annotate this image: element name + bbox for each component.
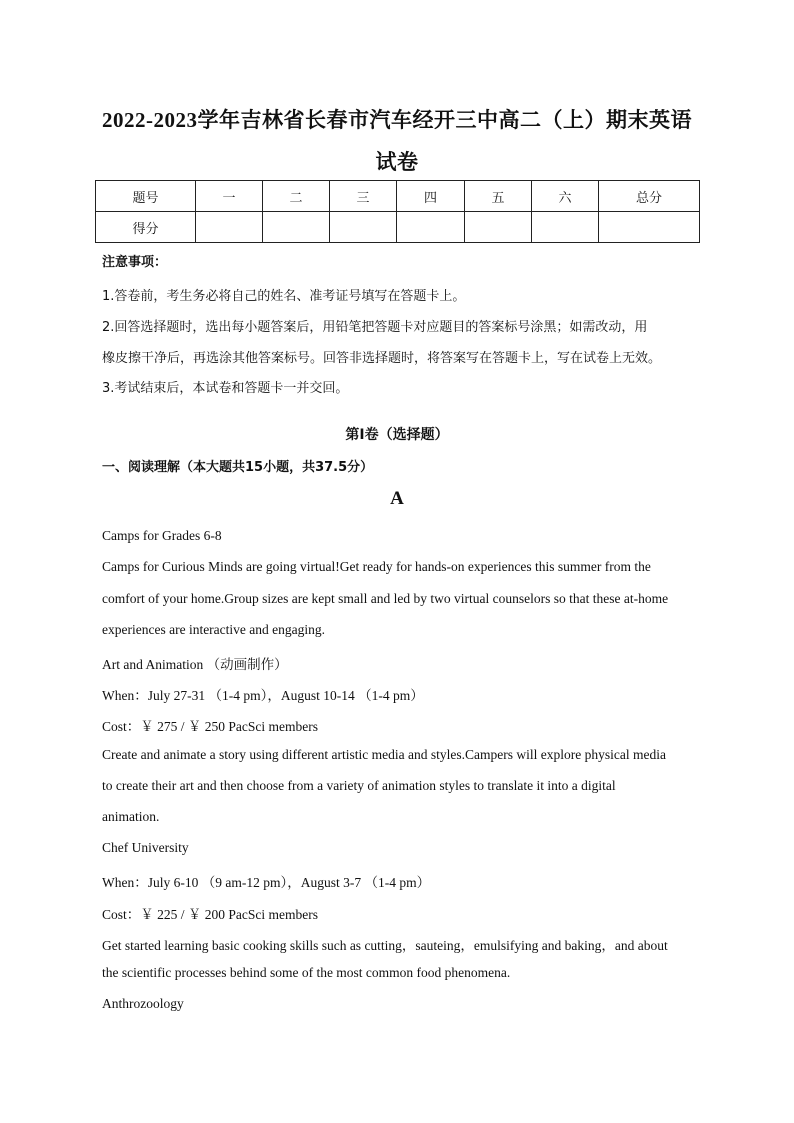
note-item-3: 3.考试结束后，本试卷和答题卡一并交回。 [102,381,349,396]
camp-name: Anthrozoology [102,996,184,1011]
part-title: 一、阅读理解（本大题共15小题，共37.5分） [102,460,374,475]
score-header-cell: 总分 [599,181,700,212]
section-title: 第Ⅰ卷（选择题） [345,427,449,443]
note-item-1: 1.答卷前，考生务必将自己的姓名、准考证号填写在答题卡上。 [102,289,466,304]
camp-when: When：July 27-31 （1-4 pm），August 10-14 （1-4 pm） [102,688,424,703]
passage-line: experiences are interactive and engaging. [102,622,326,637]
score-cell [263,212,330,243]
score-cell [196,212,263,243]
score-cell [397,212,465,243]
camp-name: Chef University [102,840,189,855]
score-cell [532,212,599,243]
score-header-cell: 二 [263,181,330,212]
passage-line: comfort of your home.Group sizes are kept small and led by two virtual counselors so that these at-home [102,591,669,606]
note-item-2-cont: 橡皮擦干净后，再选涂其他答案标号。回答非选择题时，将答案写在答题卡上，写在试卷上无效。 [102,351,662,366]
score-table-header-row [96,181,700,212]
passage-letter: A [390,488,404,509]
score-row-label: 得分 [96,212,196,243]
passage-line: Create and animate a story using different artistic media and styles.Campers will explore physical media [102,747,666,762]
passage-heading: Camps for Grades 6-8 [102,528,222,543]
passage-line: animation. [102,809,160,824]
score-table-score-row [96,212,700,243]
camp-cost: Cost：￥ 275 / ￥ 250 PacSci members [102,719,318,734]
passage-line: Camps for Curious Minds are going virtual!Get ready for hands-on experiences this summer from the [102,559,651,574]
passage-line: Get started learning basic cooking skills such as cutting，sauteing，emulsifying and baking，and about [102,938,668,953]
score-cell [330,212,397,243]
exam-title-line-1: 2022-2023学年吉林省长春市汽车经开三中高二（上）期末英语 [102,108,692,132]
notes-title: 注意事项： [102,255,168,270]
score-header-cell: 四 [397,181,465,212]
score-header-cell: 题号 [96,181,196,212]
camp-cost: Cost：￥ 225 / ￥ 200 PacSci members [102,907,318,922]
passage-line: to create their art and then choose from a variety of animation styles to translate it into a digital [102,778,616,793]
camp-name: Art and Animation （动画制作） [102,657,288,672]
score-cell [465,212,532,243]
score-header-cell: 三 [330,181,397,212]
note-item-2: 2.回答选择题时，选出每小题答案后，用铅笔把答题卡对应题目的答案标号涂黑；如需改动，用 [102,320,648,335]
score-table [95,180,700,243]
score-cell [599,212,700,243]
score-header-cell: 一 [196,181,263,212]
passage-line: the scientific processes behind some of the most common food phenomena. [102,965,511,980]
camp-when: When：July 6-10 （9 am-12 pm），August 3-7 （1-4 pm） [102,875,431,890]
score-header-cell: 五 [465,181,532,212]
score-header-cell: 六 [532,181,599,212]
exam-title-line-2: 试卷 [375,150,419,174]
